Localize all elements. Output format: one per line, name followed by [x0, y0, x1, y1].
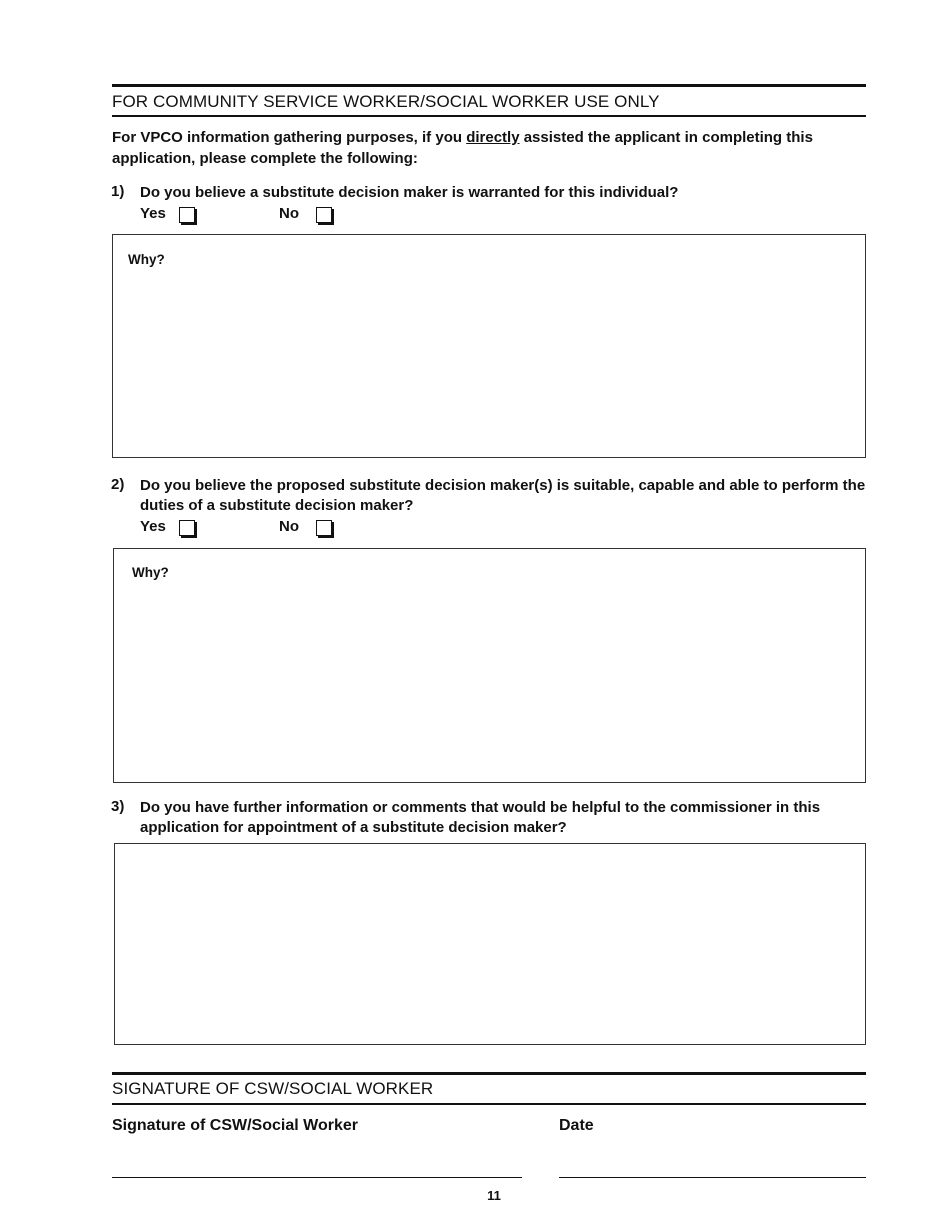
question-2-no-checkbox[interactable]	[316, 520, 332, 536]
question-1-no-checkbox[interactable]	[316, 207, 332, 223]
section-bottom-rule	[112, 115, 866, 117]
question-1-text: Do you believe a substitute decision maker is warranted for this individual?	[140, 184, 679, 201]
intro-instructions: For VPCO information gathering purposes, if you directly assisted the applicant in completing this application, please complete the following:	[112, 129, 813, 167]
question-1-number: 1)	[111, 183, 125, 200]
signature-section-bottom-rule	[112, 1103, 866, 1105]
date-line[interactable]	[559, 1177, 866, 1178]
question-1-why-box[interactable]	[112, 234, 866, 458]
section-title-signature: SIGNATURE OF CSW/SOCIAL WORKER	[112, 1079, 434, 1098]
date-label: Date	[559, 1117, 594, 1134]
signature-line[interactable]	[112, 1177, 522, 1178]
question-2-yes-checkbox[interactable]	[179, 520, 195, 536]
page-number: 11	[487, 1188, 501, 1203]
question-1-yes-label: Yes	[140, 205, 166, 222]
question-2-no-label: No	[279, 518, 299, 535]
question-1-why-label: Why?	[128, 252, 165, 267]
question-3-number: 3)	[111, 798, 125, 815]
question-2-why-box[interactable]	[113, 548, 866, 783]
directly-underlined: directly	[466, 129, 520, 146]
section-top-rule	[112, 84, 866, 87]
question-3-comments-box[interactable]	[114, 843, 866, 1045]
question-2-yes-label: Yes	[140, 518, 166, 535]
question-2-text: Do you believe the proposed substitute decision maker(s) is suitable, capable and able to perform the duties of a substitute decision maker?	[140, 477, 866, 514]
question-2-number: 2)	[111, 476, 125, 493]
question-3-text: Do you have further information or comments that would be helpful to the commissioner in this application for appointment of a substitute decision maker?	[140, 799, 821, 836]
question-2-why-label: Why?	[132, 565, 169, 580]
signature-label: Signature of CSW/Social Worker	[112, 1117, 358, 1134]
question-1-no-label: No	[279, 205, 299, 222]
signature-section-top-rule	[112, 1072, 866, 1075]
question-1-yes-checkbox[interactable]	[179, 207, 195, 223]
section-title-csw-use-only: FOR COMMUNITY SERVICE WORKER/SOCIAL WORKER USE ONLY	[112, 92, 660, 111]
